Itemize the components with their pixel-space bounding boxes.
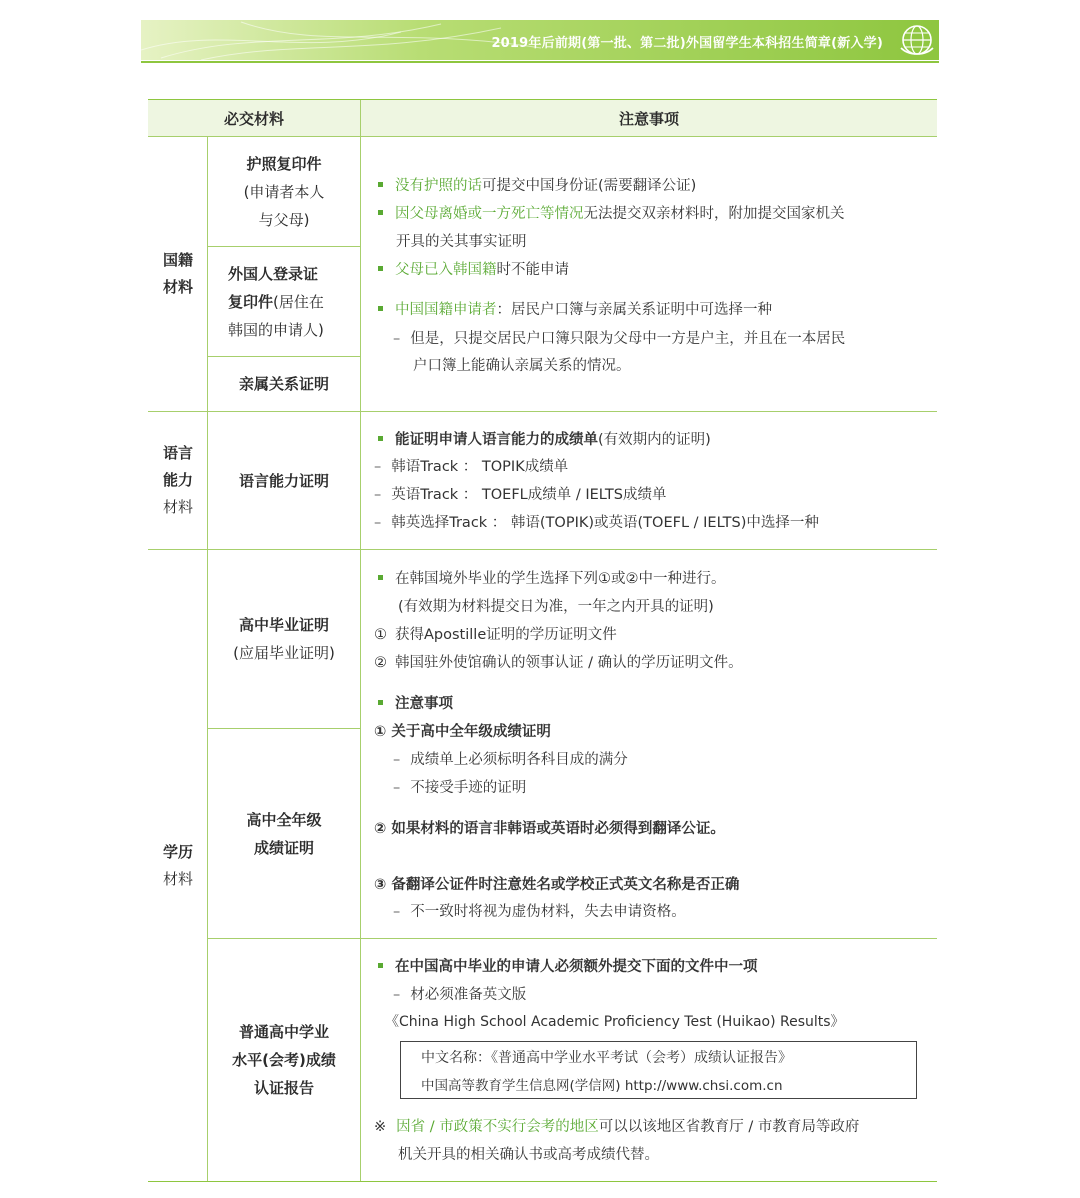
note-item: 因父母离婚或一方死亡等情况无法提交双亲材料时，附加提交国家机关 [378, 202, 845, 223]
material-note: 韩国的申请人) [228, 320, 324, 339]
note-subitem: – 韩英选择Track ： 韩语(TOPIK)或英语(TOEFL / IELTS)中选择一种 [374, 515, 819, 531]
material-note: (应届毕业证明) [233, 644, 335, 662]
material-label: 成绩证明 [253, 838, 314, 857]
category-label: 材料 [162, 869, 193, 888]
material-hs-grades [208, 729, 360, 938]
header-banner [141, 20, 939, 60]
material-note: 与父母) [258, 210, 310, 229]
material-language-proof [208, 412, 360, 549]
report-chinese-name: 中文名称：《普通高中学业水平考试（会考）成绩认证报告》 [421, 1050, 792, 1066]
material-passport-copy [208, 137, 360, 246]
note-continuation: (有效期为材料提交日为准，一年之内开具的证明) [398, 599, 714, 615]
category-label: 材料 [162, 498, 193, 516]
category-education [148, 550, 208, 1181]
note-subitem: – 成绩单上必须标明各科目成的满分 [393, 752, 628, 768]
notes-education [361, 550, 937, 938]
material-label: 高中毕业证明 [238, 616, 329, 634]
material-label: 普通高中学业 [238, 1023, 329, 1041]
note-item: ※ 因省 / 市政策不实行会考的地区可以以该地区省教育厅 / 市教育局等政府 [374, 1119, 860, 1135]
note-subitem: – 韩语Track ： TOPIK成绩单 [374, 459, 569, 475]
material-label: 护照复印件 [246, 154, 322, 173]
header-title: 2019年后前期(第一批、第二批)外国留学生本科招生简章(新入学) [491, 36, 883, 51]
note-continuation: 机关开具的相关确认书或高考成绩代替。 [398, 1147, 659, 1163]
note-subitem: – 不接受手迹的证明 [393, 780, 527, 796]
note-subitem: – 但是，只提交居民户口簿只限为父母中一方是户主，并且在一本居民 [393, 331, 846, 347]
material-note: (居住在 [273, 292, 324, 311]
notes-language [361, 412, 937, 549]
report-english-title: 《China High School Academic Proficiency Test (Huikao) Results》 [385, 1014, 845, 1030]
material-hs-diploma [208, 550, 360, 728]
note-item: 父母已入韩国籍时不能申请 [378, 258, 569, 279]
note-item: 中国国籍申请者：居民户口簿与亲属关系证明中可选择一种 [378, 298, 772, 319]
report-info-box [400, 1041, 917, 1099]
material-label: 认证报告 [253, 1079, 314, 1097]
header-underline [141, 61, 939, 63]
note-heading: ② 如果材料的语言非韩语或英语时必须得到翻译公证。 [374, 821, 725, 837]
note-item: 在中国高中毕业的申请人必须额外提交下面的文件中一项 [378, 955, 758, 976]
category-label: 能力 [162, 471, 193, 489]
note-subitem: – 不一致时将视为虚伪材料，失去申请资格。 [393, 904, 686, 920]
category-label: 语言 [162, 444, 193, 462]
material-note: (申请者本人 [243, 182, 325, 201]
category-label: 学历 [162, 842, 193, 861]
globe-icon [899, 22, 935, 58]
note-item: 注意事项 [378, 692, 453, 713]
note-heading: ① 关于高中全年级成绩证明 [374, 724, 551, 740]
note-subitem: ① 获得Apostille证明的学历证明文件 [374, 627, 617, 643]
note-item: 没有护照的话可提交中国身份证(需要翻译公证) [378, 174, 696, 195]
note-subitem: – 英语Track ： TOEFL成绩单 / IELTS成绩单 [374, 487, 667, 503]
notes-nationality [361, 100, 937, 411]
report-source-link: 中国高等教育学生信息网(学信网) http://www.chsi.com.cn [421, 1078, 783, 1094]
note-subitem: ② 韩国驻外使馆确认的领事认证 / 确认的学历证明文件。 [374, 655, 743, 671]
note-heading: ③ 备翻译公证件时注意姓名或学校正式英文名称是否正确 [374, 877, 740, 893]
note-continuation: 开具的关其事实证明 [396, 234, 527, 250]
material-alien-registration [208, 247, 360, 356]
category-language [148, 412, 208, 549]
material-label: 水平(会考)成绩 [232, 1051, 336, 1069]
material-kinship-certificate [208, 357, 360, 411]
category-nationality [148, 137, 208, 411]
material-huikao-report [208, 939, 360, 1181]
note-item: 在韩国境外毕业的学生选择下列①或②中一种进行。 [378, 567, 726, 588]
note-item: 能证明申请人语言能力的成绩单(有效期内的证明) [378, 428, 711, 449]
material-label: 亲属关系证明 [238, 375, 329, 393]
note-continuation: 户口簿上能确认亲属关系的情况。 [413, 358, 631, 374]
category-label: 国籍 [162, 251, 193, 269]
note-subitem: – 材必须准备英文版 [393, 987, 527, 1003]
column-header-materials: 必交材料 [148, 100, 360, 136]
column-header-notes: 注意事项 [361, 100, 937, 136]
requirements-table [148, 99, 937, 1182]
material-label: 复印件 [228, 292, 274, 311]
material-label: 高中全年级 [246, 810, 322, 829]
material-label: 语言能力证明 [238, 471, 329, 490]
category-label: 材料 [162, 278, 193, 296]
material-label: 外国人登录证 [228, 264, 319, 283]
